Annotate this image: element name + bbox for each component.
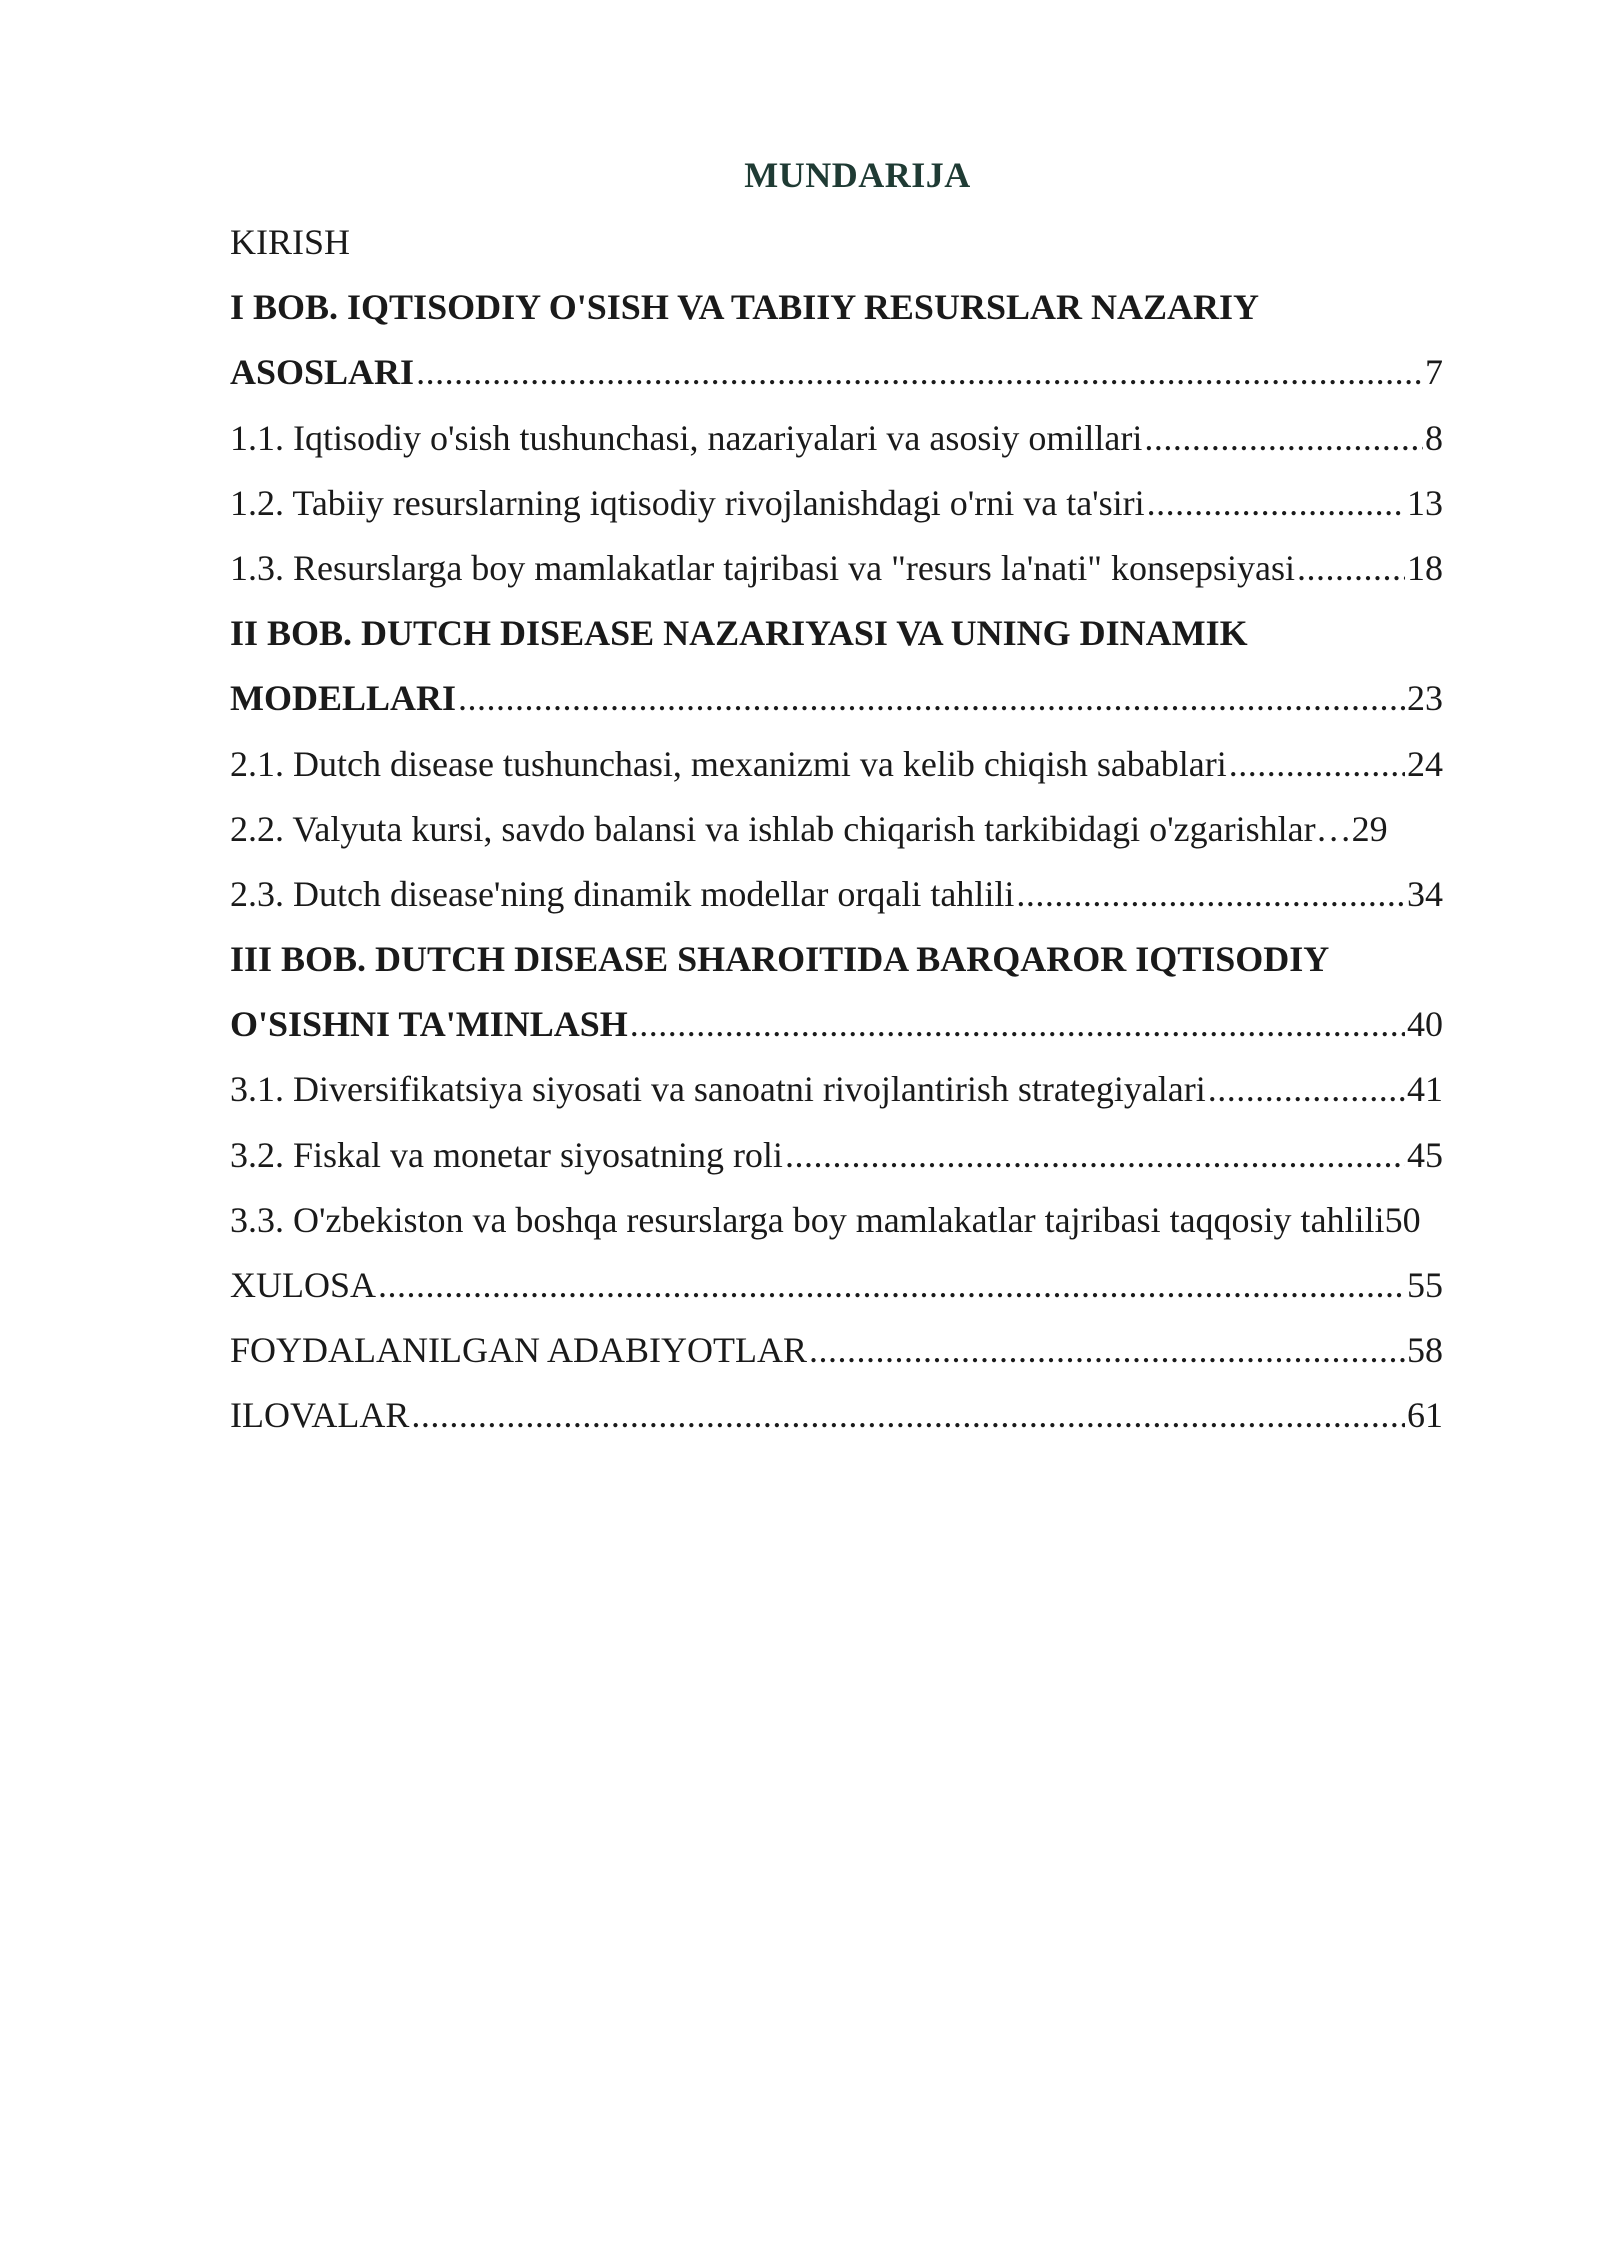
toc-page-number: 24 xyxy=(1407,743,1443,784)
toc-page-number: 34 xyxy=(1407,873,1443,914)
toc-entry-label: I BOB. IQTISODIY O'SISH VA TABIIY RESURSLAR NAZARIY xyxy=(230,287,1259,328)
toc-page-number: 50 xyxy=(1384,1199,1421,1240)
dot-leader xyxy=(1147,471,1405,536)
toc-entry-label: 3.1. Diversifikatsiya siyosati va sanoatni rivojlantirish strategiyalari xyxy=(230,1069,1206,1110)
toc-page-number: 7 xyxy=(1425,352,1443,393)
toc-entry-label: MODELLARI xyxy=(230,678,457,719)
toc-chapter-2[interactable] xyxy=(230,666,1480,731)
toc-section-1-1[interactable] xyxy=(230,406,1480,471)
toc-entry-label: XULOSA xyxy=(230,1265,377,1305)
toc-section-1-2[interactable] xyxy=(230,471,1480,536)
toc-page-number: 40 xyxy=(1407,1004,1443,1045)
toc-entry-xulosa[interactable] xyxy=(230,1253,1480,1318)
toc-chapter-1-heading[interactable] xyxy=(230,275,1480,340)
toc-page-number: 61 xyxy=(1407,1395,1443,1436)
dot-leader xyxy=(378,1253,1405,1318)
toc-section-3-3[interactable] xyxy=(230,1188,1480,1253)
dot-leader xyxy=(809,1318,1405,1383)
toc-page-number: 23 xyxy=(1407,678,1443,719)
dot-leader xyxy=(785,1123,1405,1188)
page-title: MUNDARIJA xyxy=(744,155,971,195)
toc-section-2-2[interactable] xyxy=(230,797,1480,862)
toc-chapter-3-heading[interactable] xyxy=(230,927,1480,992)
toc-section-2-1[interactable] xyxy=(230,732,1480,797)
toc-entry-label: 1.3. Resurslarga boy mamlakatlar tajribasi va "resurs la'nati" konsepsiyasi xyxy=(230,547,1295,588)
toc-entry-label: 3.3. O'zbekiston va boshqa resurslarga boy mamlakatlar tajribasi taqqosiy tahlili xyxy=(230,1199,1385,1240)
toc-chapter-3[interactable] xyxy=(230,992,1480,1057)
toc-entry-label: 2.2. Valyuta kursi, savdo balansi va ishlab chiqarish tarkibidagi o'zgarishlar… xyxy=(230,808,1352,849)
toc-entry-label: 1.1. Iqtisodiy o'sish tushunchasi, nazariyalari va asosiy omillari xyxy=(230,417,1143,458)
dot-leader xyxy=(1208,1057,1405,1122)
toc-section-3-2[interactable] xyxy=(230,1123,1480,1188)
dot-leader xyxy=(1144,406,1423,471)
dot-leader xyxy=(1297,536,1405,601)
toc-entry-label: ASOSLARI xyxy=(230,352,415,393)
toc-page-number: 29 xyxy=(1351,808,1388,849)
toc-section-3-1[interactable] xyxy=(230,1057,1480,1122)
toc-entry-label: FOYDALANILGAN ADABIYOTLAR xyxy=(230,1330,807,1371)
toc-page-number: 58 xyxy=(1407,1330,1443,1371)
toc-page-number: 18 xyxy=(1407,547,1443,588)
toc-entry-kirish[interactable] xyxy=(230,210,1480,275)
toc-chapter-1[interactable] xyxy=(230,340,1480,405)
toc-page-number: 55 xyxy=(1407,1265,1443,1305)
toc-entry-label: III BOB. DUTCH DISEASE SHAROITIDA BARQAROR IQTISODIY xyxy=(230,939,1330,980)
toc-page-number: 13 xyxy=(1407,482,1443,523)
toc-chapter-2-heading[interactable] xyxy=(230,601,1480,666)
toc-entry-label: 2.1. Dutch disease tushunchasi, mexanizmi va kelib chiqish sabablari xyxy=(230,743,1227,784)
toc-entry-label: 2.3. Dutch disease'ning dinamik modellar orqali tahlili xyxy=(230,873,1015,914)
toc-entry-label: 3.2. Fiskal va monetar siyosatning roli xyxy=(230,1134,783,1175)
dot-leader xyxy=(416,340,1423,405)
toc-section-2-3[interactable] xyxy=(230,862,1480,927)
toc-page-number: 45 xyxy=(1407,1134,1443,1175)
toc-page-number: 41 xyxy=(1407,1069,1443,1110)
dot-leader xyxy=(411,1383,1405,1448)
dot-leader xyxy=(1016,862,1405,927)
toc-entry-references[interactable] xyxy=(230,1318,1480,1383)
toc-page-number: 8 xyxy=(1425,417,1443,458)
toc-entry-label: ILOVALAR xyxy=(230,1395,410,1436)
table-of-contents xyxy=(230,210,1480,1449)
toc-section-1-3[interactable] xyxy=(230,536,1480,601)
toc-entry-label: II BOB. DUTCH DISEASE NAZARIYASI VA UNING DINAMIK xyxy=(230,613,1248,654)
toc-entry-label: KIRISH xyxy=(230,222,351,262)
toc-entry-label: O'SISHNI TA'MINLASH xyxy=(230,1004,628,1045)
toc-entry-appendices[interactable] xyxy=(230,1383,1480,1448)
dot-leader xyxy=(630,992,1405,1057)
dot-leader xyxy=(1229,732,1405,797)
dot-leader xyxy=(458,666,1405,731)
toc-entry-label: 1.2. Tabiiy resurslarning iqtisodiy rivojlanishdagi o'rni va ta'siri xyxy=(230,482,1145,523)
